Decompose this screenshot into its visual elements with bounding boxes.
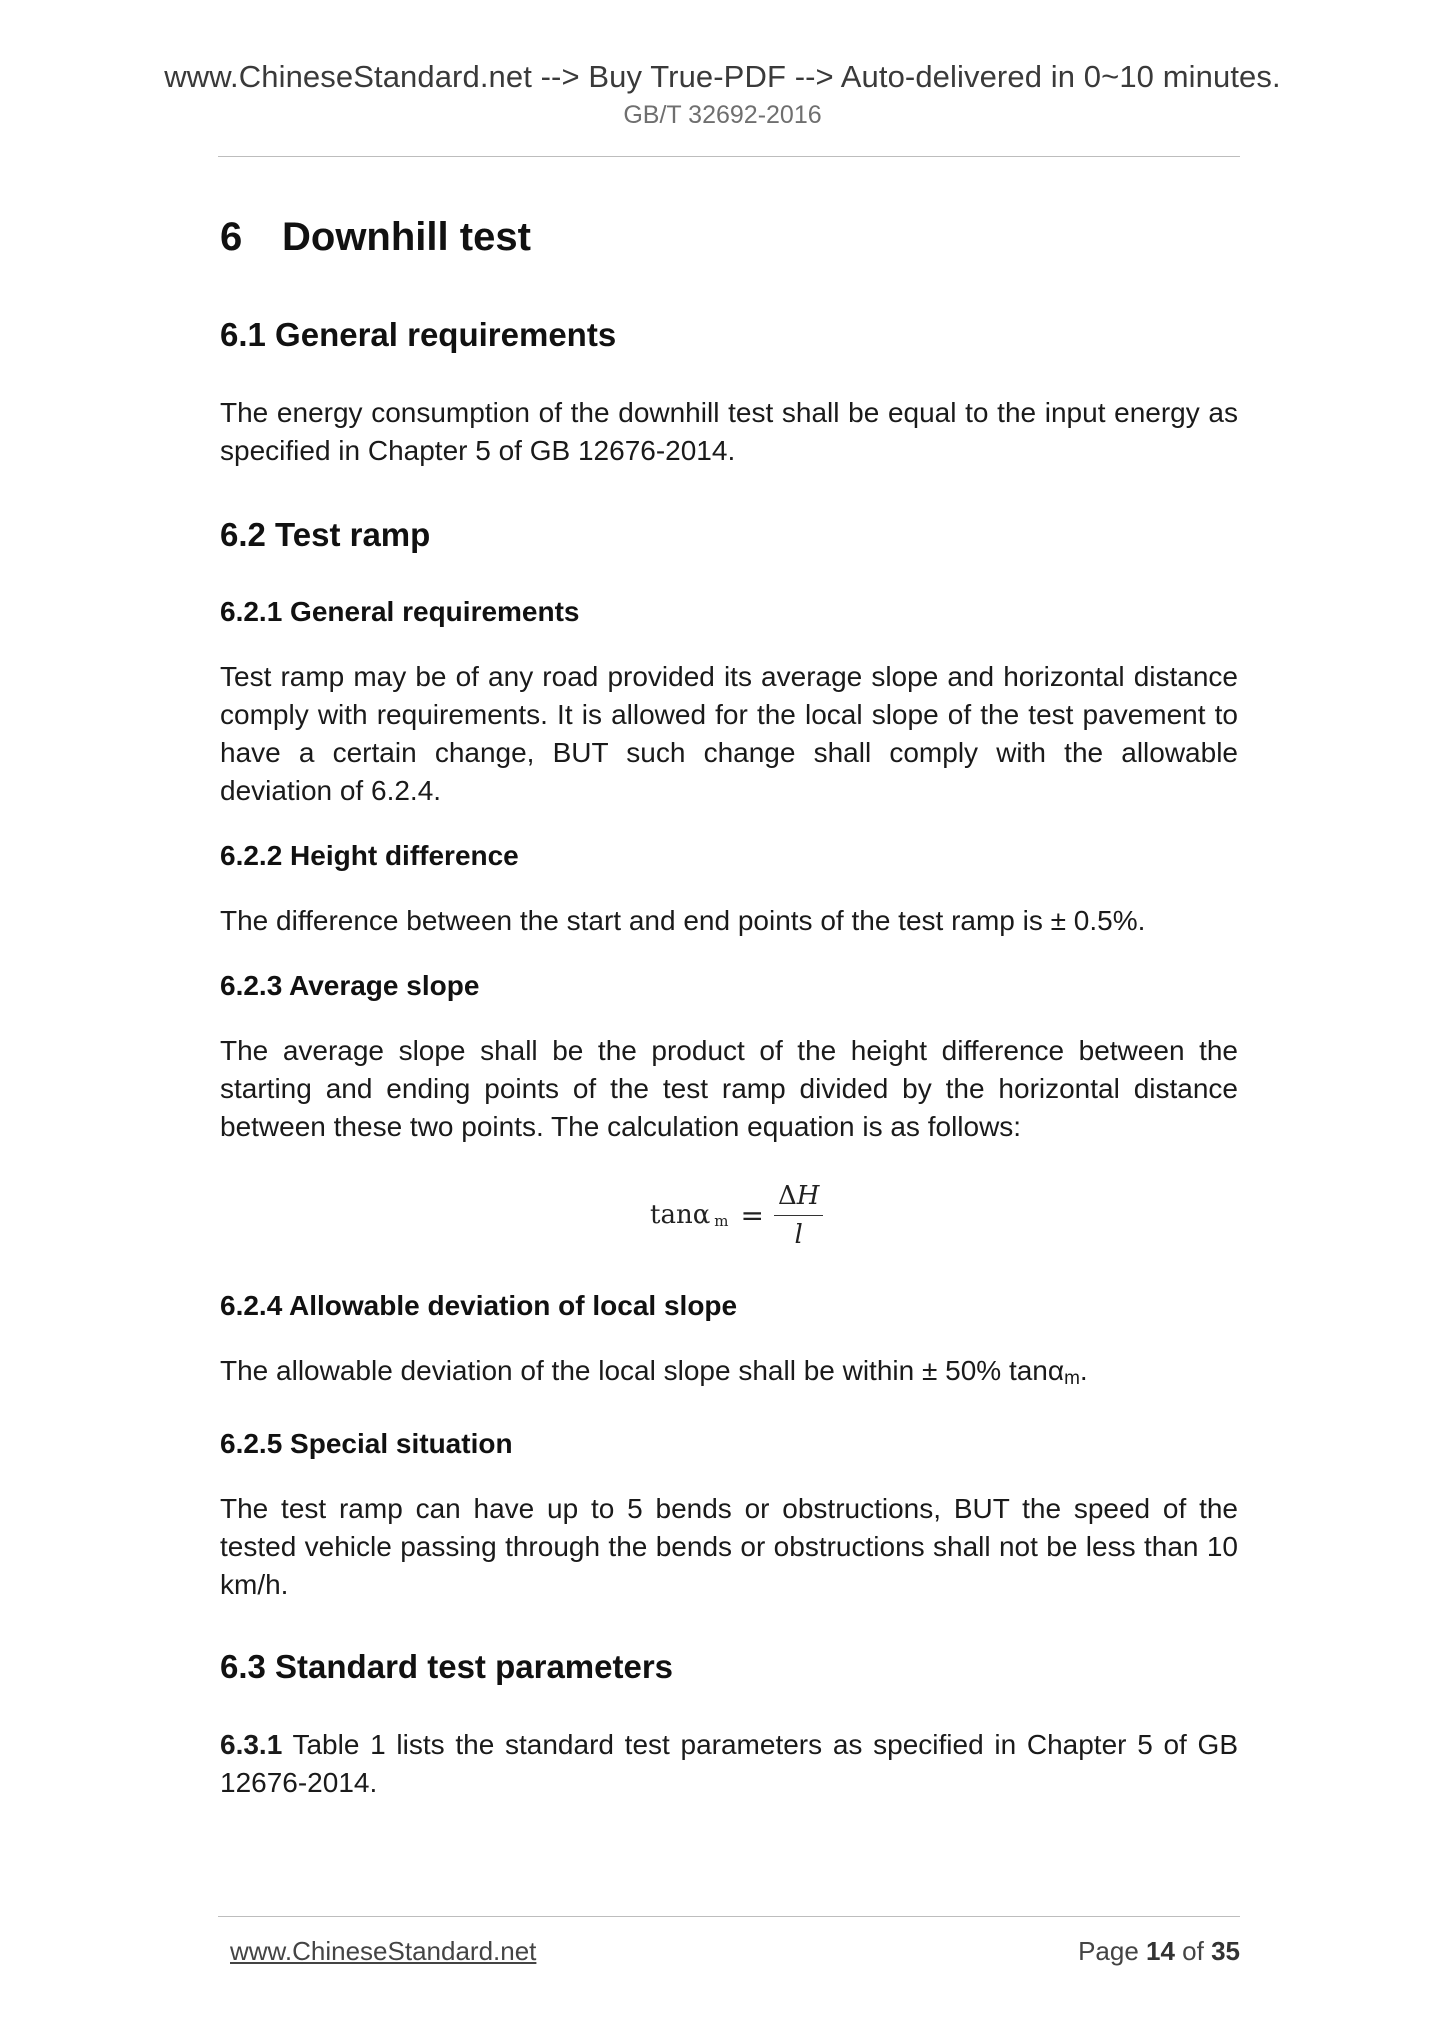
paragraph-6-2-1: Test ramp may be of any road provided its average slope and horizontal distance comply with requirements. It is allowed for the local slope of the test pavement to have a certain change, BUT such change shall comply with the allowable deviation of 6.2.4. bbox=[220, 661, 1238, 806]
formula-fraction bbox=[774, 1181, 823, 1250]
page-footer bbox=[230, 1936, 1240, 1967]
heading-6-3: 6.3 Standard test parameters bbox=[220, 1648, 674, 1685]
paragraph-6-1: The energy consumption of the downhill test shall be equal to the input energy as specified in Chapter 5 of GB 12676-2014. bbox=[220, 397, 1238, 466]
slope-formula bbox=[220, 1170, 1238, 1260]
paragraph-6-2-3: The average slope shall be the product of the height difference between the starting and ending points of the test ramp divided by the horizontal distance between these two points. The calculation equation is as follows: bbox=[220, 1035, 1238, 1142]
section-title: Downhill test bbox=[282, 215, 531, 259]
document-body bbox=[220, 212, 1238, 1802]
heading-6-2-2: 6.2.2 Height difference bbox=[220, 840, 519, 871]
footer-divider bbox=[218, 1916, 1240, 1917]
heading-6-1: 6.1 General requirements bbox=[220, 316, 617, 353]
section-heading bbox=[220, 212, 1238, 262]
heading-6-2-4: 6.2.4 Allowable deviation of local slope bbox=[220, 1290, 738, 1321]
header-standard-number: GB/T 32692-2016 bbox=[623, 101, 822, 129]
subscript-m: m bbox=[1064, 1368, 1080, 1389]
heading-6-2: 6.2 Test ramp bbox=[220, 516, 431, 553]
header-banner[interactable]: www.ChineseStandard.net --> Buy True-PDF --> Auto-delivered in 0~10 minutes. bbox=[164, 59, 1281, 94]
formula-numerator: ΔH bbox=[777, 1180, 820, 1211]
formula-lhs: tanα bbox=[650, 1200, 711, 1230]
heading-6-2-1: 6.2.1 General requirements bbox=[220, 596, 580, 627]
paragraph-6-2-5: The test ramp can have up to 5 bends or obstructions, BUT the speed of the tested vehicle passing through the bends or obstructions shall not be less than 10 km/h. bbox=[220, 1493, 1238, 1600]
clause-number-6-3-1: 6.3.1 bbox=[220, 1729, 283, 1760]
heading-6-2-3: 6.2.3 Average slope bbox=[220, 970, 480, 1001]
paragraph-6-3-1: 6.3.1 Table 1 lists the standard test parameters as specified in Chapter 5 of GB 12676-2014. bbox=[220, 1729, 1238, 1798]
header-divider bbox=[218, 156, 1240, 157]
current-page: 14 bbox=[1146, 1936, 1175, 1966]
formula-denominator: l bbox=[794, 1219, 803, 1250]
heading-6-2-5: 6.2.5 Special situation bbox=[220, 1428, 513, 1459]
section-number: 6 bbox=[220, 215, 243, 259]
footer-site-link[interactable]: www.ChineseStandard.net bbox=[230, 1936, 537, 1966]
page-indicator: Page 14 of 35 bbox=[1078, 1936, 1240, 1966]
page-header bbox=[0, 58, 1445, 130]
formula-equals: = bbox=[740, 1198, 764, 1232]
formula-lhs-subscript: m bbox=[714, 1212, 729, 1230]
paragraph-6-2-4: The allowable deviation of the local slope shall be within ± 50% tanαm. bbox=[220, 1355, 1088, 1389]
total-pages: 35 bbox=[1211, 1936, 1240, 1966]
paragraph-6-2-2: The difference between the start and end points of the test ramp is ± 0.5%. bbox=[220, 905, 1146, 936]
